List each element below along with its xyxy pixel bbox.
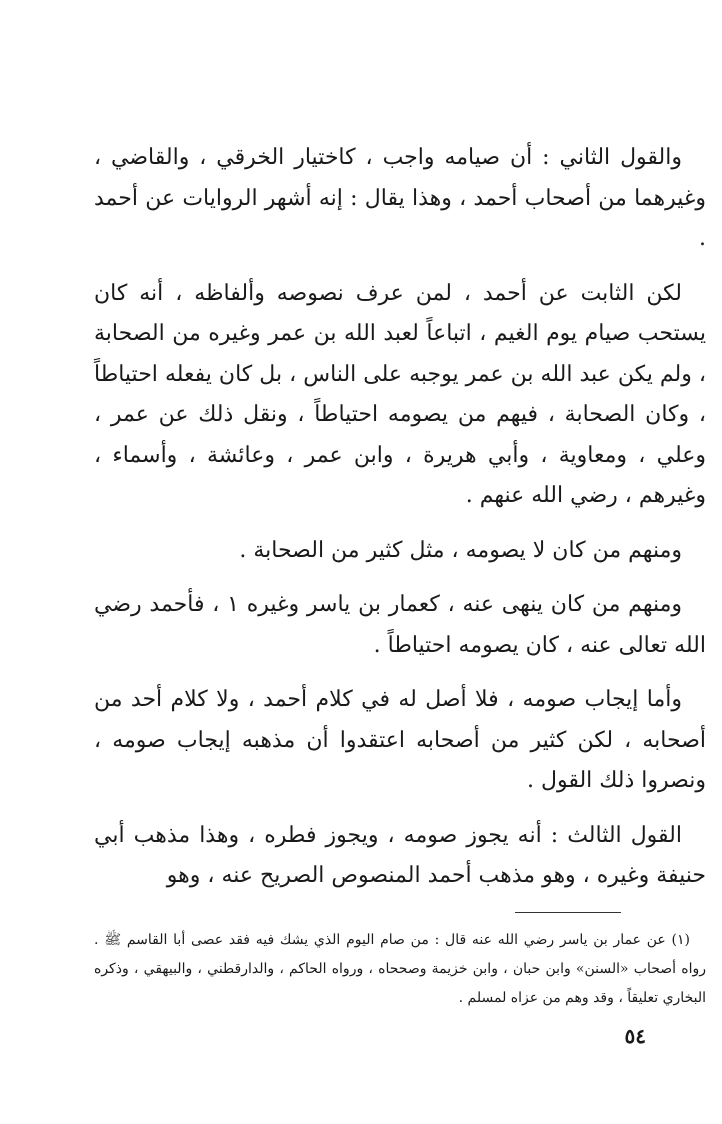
page-number: ٥٤ [624, 1024, 646, 1048]
paragraph-6: القول الثالث : أنه يجوز صومه ، ويجوز فطره ، وهذا مذهب أبي حنيفة وغيره ، وهو مذهب أحمد المنصوص الصريح عنه ، وهو [94, 822, 706, 888]
paragraph-1: والقول الثاني : أن صيامه واجب ، كاختيار الخرقي ، والقاضي ، وغيرهما من أصحاب أحمد ، وهذا يقال : إنه أشهر الروايات عن أحمد . [94, 145, 706, 251]
paragraph-3: ومنهم من كان لا يصومه ، مثل كثير من الصحابة . [239, 537, 682, 563]
paragraph-2: لكن الثابت عن أحمد ، لمن عرف نصوصه وألفاظه ، أنه كان يستحب صيام يوم الغيم ، اتباعاً لعبد الله بن عمر وغيره من الصحابة ، ولم يكن عبد الله بن عمر يوجبه على الناس ، بل كان يفعله احتياطاً ، وكان الصحابة ، فيهم من يصومه احتياطاً ، ونقل ذلك عن عمر ، وعلي ، ومعاوية ، وأبي هريرة ، وابن عمر ، وعائشة ، وأسماء ، وغيرهم ، رضي الله عنهم . [94, 280, 706, 508]
footnote-divider [515, 912, 621, 913]
paragraph-4: ومنهم من كان ينهى عنه ، كعمار بن ياسر وغيره ١ ، فأحمد رضي الله تعالى عنه ، كان يصومه احتياطاً . [94, 592, 706, 658]
main-text [94, 138, 706, 911]
footnote-1: (١) عن عمار بن ياسر رضي الله عنه قال : من صام اليوم الذي يشك فيه فقد عصى أبا القاسم ﷺ . رواه أصحاب «السنن» وابن حبان ، وابن خزيمة وصححاه ، ورواه الحاكم ، والدارقطني ، والبيهقي ، وذكره البخاري تعليقاً ، وقد وهم من عزاه لمسلم . [94, 932, 706, 1006]
paragraph-5: وأما إيجاب صومه ، فلا أصل له في كلام أحمد ، ولا كلام أحد من أصحابه ، لكن كثير من أصحابه اعتقدوا أن مذهبه إيجاب صومه ، ونصروا ذلك القول . [94, 687, 706, 793]
footnotes [94, 926, 706, 1013]
